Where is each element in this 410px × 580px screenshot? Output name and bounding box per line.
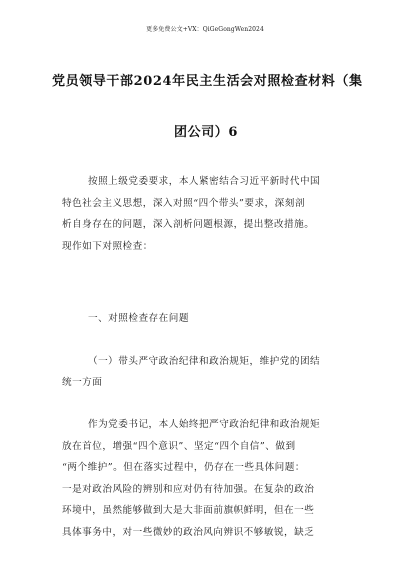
intro-line-2: 特色社会主义思想，深入对照“四个带头”要求，深刻剖: [62, 197, 305, 209]
subsection-heading-1: [62, 351, 321, 393]
body-paragraph: [62, 414, 362, 543]
intro-line-1: 按照上级党委要求，本人紧密结合习近平新时代中国: [88, 176, 321, 187]
body-line-3: “两个维护”。但在落实过程中，仍存在一些具体问题：: [62, 462, 305, 473]
header-note: 更多免费公文+VX：QiGeGongWen2024: [146, 26, 264, 33]
subsection-heading-line-2: 统一方面: [62, 377, 103, 388]
intro-line-3: 析自身存在的问题，深入剖析问题根源，提出整改措施。: [62, 219, 315, 230]
intro-line-4: 现作如下对照检查：: [62, 240, 153, 252]
intro-paragraph: [62, 171, 362, 257]
document-title-line-2: 团公司）6: [174, 125, 239, 140]
body-line-6: 具体事务中，对一些微妙的政治风向辨识不够敏锐，缺乏: [62, 526, 315, 538]
body-line-2: 放在首位，增强“四个意识”、坚定“四个自信”、做到: [62, 440, 296, 452]
subsection-heading-line-1: （一）带头严守政治纪律和政治规矩，维护党的团结: [88, 356, 321, 367]
document-title-line-1: 党员领导干部2024年民主生活会对照检查材料（集: [52, 74, 363, 89]
section-heading-1: 一、对照检查存在问题: [88, 313, 189, 324]
body-line-4: 一是对政治风险的辨别和应对仍有待加强。在复杂的政治: [62, 483, 315, 495]
body-line-1: 作为党委书记，本人始终把严守政治纪律和政治规矩: [88, 419, 321, 430]
body-line-5: 环境中，虽然能够做到大是大非面前旗帜鲜明，但在一些: [62, 505, 315, 516]
